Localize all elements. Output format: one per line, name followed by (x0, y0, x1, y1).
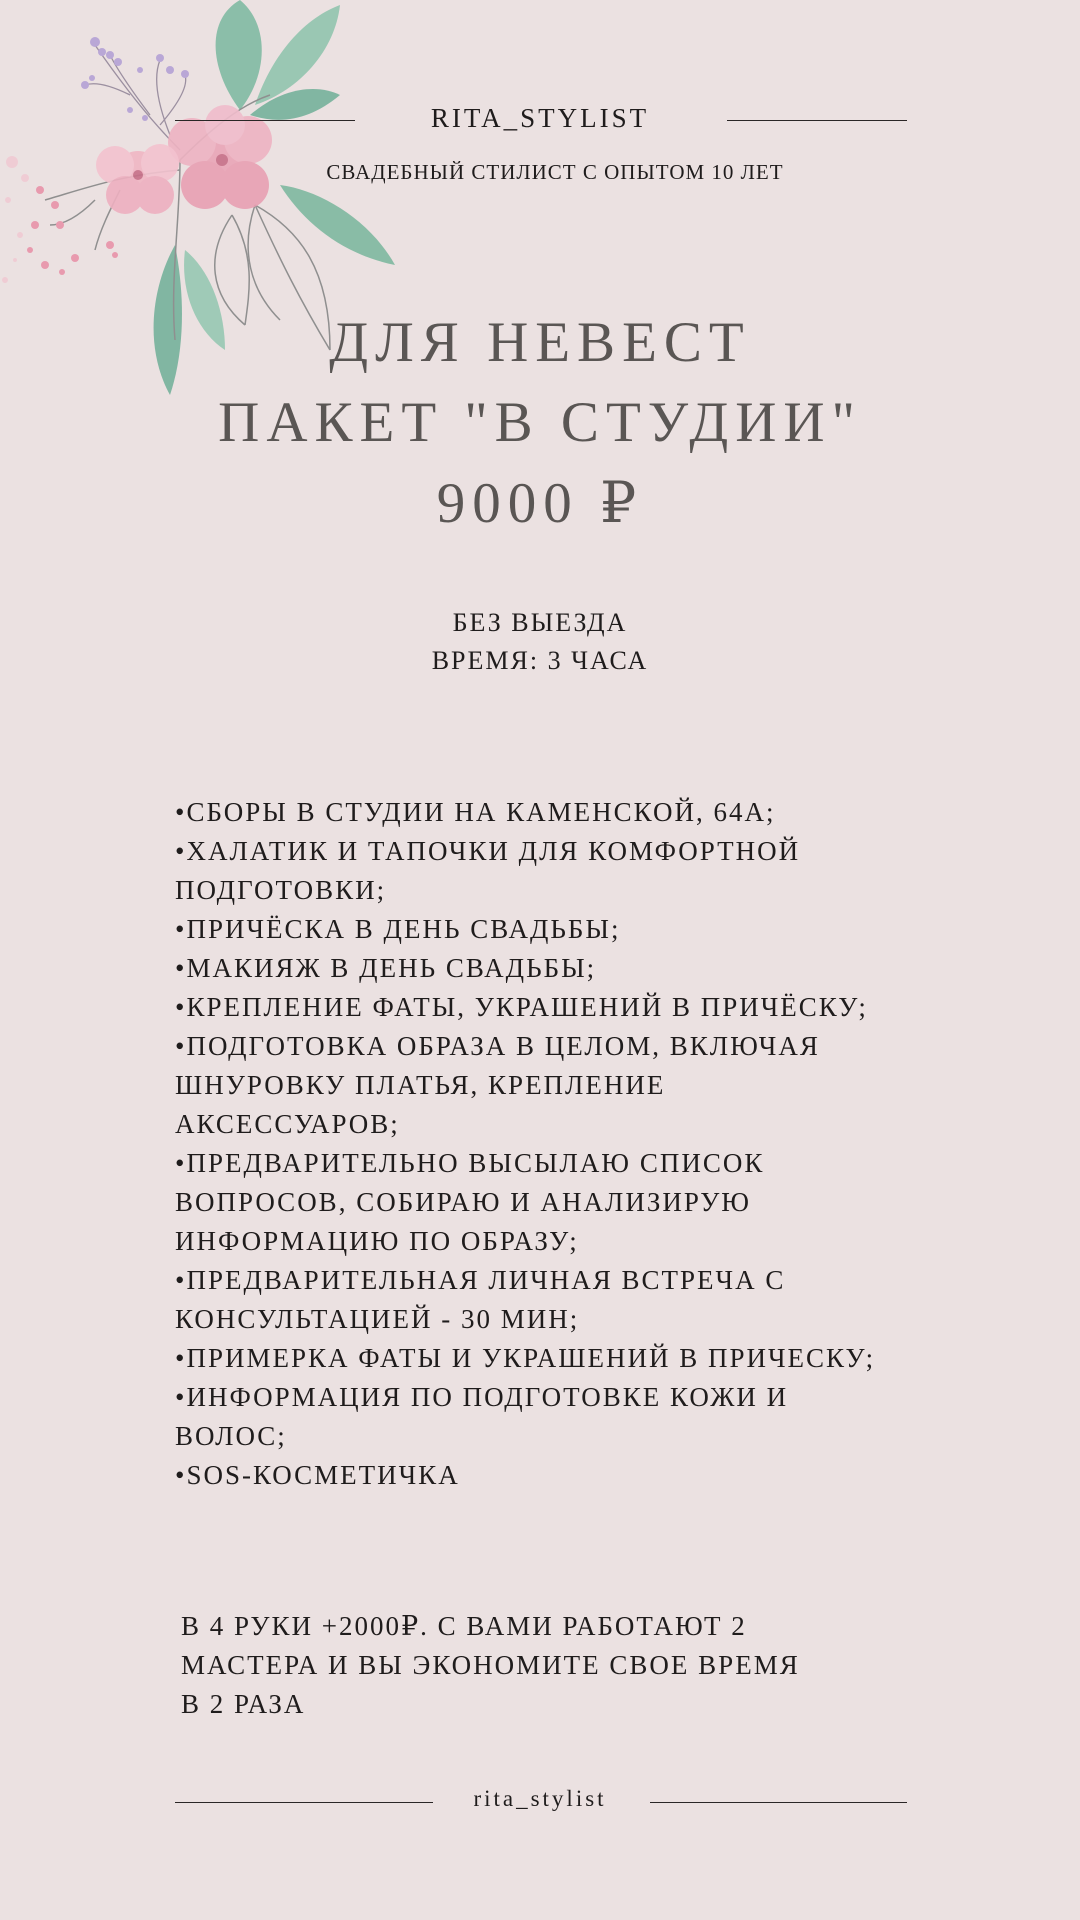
list-item: •ПРИМЕРКА ФАТЫ И УКРАШЕНИЙ В ПРИЧЕСКУ; (175, 1343, 876, 1373)
list-item: •КРЕПЛЕНИЕ ФАТЫ, УКРАШЕНИЙ В ПРИЧЁСКУ; (175, 992, 868, 1022)
package-price: 9000 ₽ (436, 472, 644, 535)
package-name: ПАКЕТ "В СТУДИИ" (218, 391, 862, 454)
list-item: •ПРЕДВАРИТЕЛЬНО ВЫСЫЛАЮ СПИСОК (175, 1148, 765, 1178)
list-item: •СБОРЫ В СТУДИИ НА КАМЕНСКОЙ, 64А; (175, 797, 776, 827)
brand-name: RITA_STYLIST (430, 103, 650, 133)
list-item: •ИНФОРМАЦИЯ ПО ПОДГОТОВКЕ КОЖИ И (175, 1382, 789, 1412)
list-item: •SOS-КОСМЕТИЧКА (175, 1460, 460, 1490)
four-hands-note (181, 1607, 901, 1724)
list-item: •ХАЛАТИК И ТАПОЧКИ ДЛЯ КОМФОРТНОЙ (175, 836, 801, 866)
list-item: ШНУРОВКУ ПЛАТЬЯ, КРЕПЛЕНИЕ (175, 1070, 666, 1100)
list-item: КОНСУЛЬТАЦИЕЙ - 30 МИН; (175, 1304, 580, 1334)
footer-handle: rita_stylist (473, 1786, 607, 1811)
info-no-travel: БЕЗ ВЫЕЗДА (452, 608, 628, 637)
list-item: ИНФОРМАЦИЮ ПО ОБРАЗУ; (175, 1226, 579, 1256)
services-list (175, 793, 955, 1495)
list-item: АКСЕССУАРОВ; (175, 1109, 400, 1139)
note-line: МАСТЕРА И ВЫ ЭКОНОМИТЕ СВОЕ ВРЕМЯ (181, 1650, 800, 1680)
list-item: ПОДГОТОВКИ; (175, 875, 387, 905)
list-item: •МАКИЯЖ В ДЕНЬ СВАДЬБЫ; (175, 953, 597, 983)
info-duration: ВРЕМЯ: 3 ЧАСА (431, 646, 649, 675)
list-item: ВОЛОС; (175, 1421, 287, 1451)
header-subtitle: СВАДЕБНЫЙ СТИЛИСТ С ОПЫТОМ 10 ЛЕТ (326, 160, 784, 184)
note-line: В 2 РАЗА (181, 1689, 306, 1719)
note-line: В 4 РУКИ +2000₽. С ВАМИ РАБОТАЮТ 2 (181, 1611, 747, 1641)
list-item: •ПОДГОТОВКА ОБРАЗА В ЦЕЛОМ, ВКЛЮЧАЯ (175, 1031, 820, 1061)
page-title: ДЛЯ НЕВЕСТ (329, 311, 751, 374)
list-item: •ПРИЧЁСКА В ДЕНЬ СВАДЬБЫ; (175, 914, 621, 944)
list-item: ВОПРОСОВ, СОБИРАЮ И АНАЛИЗИРУЮ (175, 1187, 752, 1217)
list-item: •ПРЕДВАРИТЕЛЬНАЯ ЛИЧНАЯ ВСТРЕЧА С (175, 1265, 786, 1295)
